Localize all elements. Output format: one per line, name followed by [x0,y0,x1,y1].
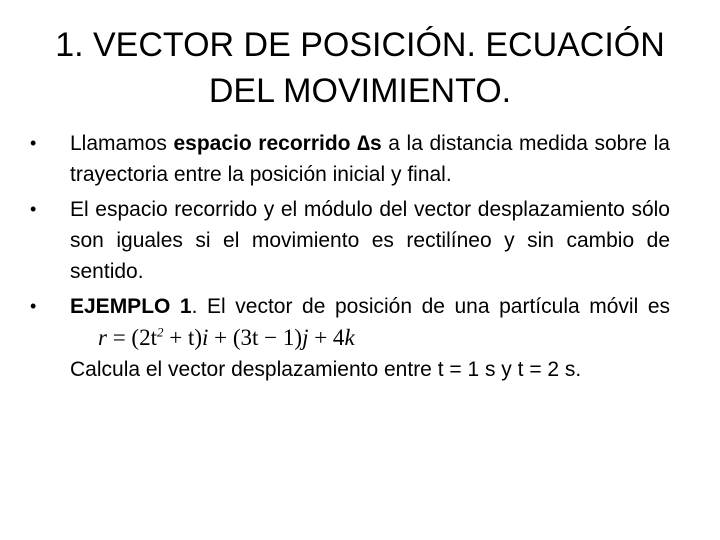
formula-eq: = (2t [106,325,157,350]
bullet-item-2 [30,194,670,287]
bullet-1-post: a la distancia medida sobre la trayectoria entre la posición inicial y final. [70,132,670,186]
formula-mid-2: + (3t − 1) [208,325,303,350]
bullet-1-bold: espacio recorrido ∆s [173,132,382,155]
formula-mid-1: + t) [163,325,203,350]
bullet-dot-icon: • [30,133,37,153]
example-text-1: . El vector de posición de una partícula móvil es [191,295,670,318]
bullet-2-text: El espacio recorrido y el módulo del vector desplazamiento sólo son iguales si el movimiento es rectilíneo y sin cambio de sentido. [70,198,670,283]
formula-lhs: r [98,325,107,350]
title-line-2: DEL MOVIMIENTO. [208,72,512,110]
bullet-item-3 [30,291,670,385]
title-line-1: 1. VECTOR DE POSICIÓN. ECUACIÓN [55,26,665,64]
bullet-dot-icon: • [30,296,37,316]
bullet-dot-icon: • [30,199,37,219]
formula-i: i [202,325,209,350]
bullet-item-1 [30,128,670,190]
formula-mid-3: + 4 [308,325,345,350]
example-label: EJEMPLO 1 [70,295,192,318]
example-text-2: Calcula el vector desplazamiento entre t = 1 s y t = 2 s. [70,358,582,381]
formula-exp: 2 [156,324,164,340]
bullet-list [30,128,670,389]
position-vector-formula [98,325,355,350]
bullet-1-pre: Llamamos [70,132,174,155]
formula-j: j [302,325,309,350]
slide-title [40,22,680,114]
formula-k: k [344,325,355,350]
